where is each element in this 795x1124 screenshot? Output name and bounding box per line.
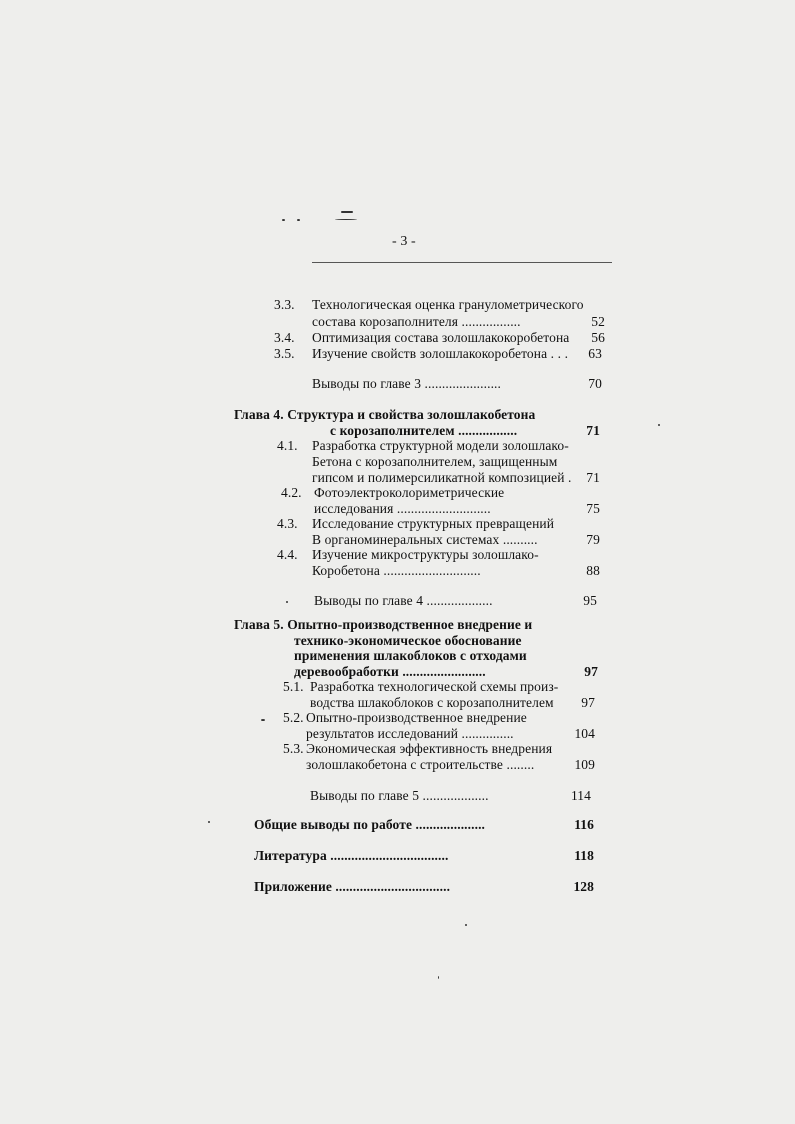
toc-page-number: 114 <box>570 788 591 803</box>
toc-page-number: 71 <box>586 470 600 485</box>
toc-entry-text: Исследование структурных превращений <box>312 516 555 531</box>
toc-entry-text: водства шлакоблоков с корозаполнителем <box>310 695 554 710</box>
toc-page-number: 116 <box>574 817 594 832</box>
header-rule <box>312 262 612 263</box>
toc-entry-text: Общие выводы по работе .................... <box>254 817 486 832</box>
toc-page-number: 104 <box>574 726 595 741</box>
chapter-heading: Глава 4. Структура и свойства золошлакобетона <box>234 407 536 422</box>
toc-entry-text: Литература .................................. <box>254 848 449 863</box>
toc-entry-text: Технологическая оценка гранулометрического <box>312 297 584 312</box>
toc-entry-text: Экономическая эффективность внедрения <box>306 741 553 756</box>
toc-page-number: 52 <box>591 314 605 329</box>
page-number: - 3 - <box>392 234 416 249</box>
toc-entry-text: Фотоэлектроколориметрические <box>314 485 505 500</box>
toc-entry-text: гипсом и полимерсиликатной композицией . <box>312 470 572 485</box>
section-number: 4.2. <box>281 485 302 500</box>
scan-speck <box>438 976 439 979</box>
scan-speck <box>282 219 285 221</box>
scan-speck <box>286 601 288 603</box>
toc-entry-text: Разработка технологической схемы произ- <box>310 679 559 694</box>
section-number: 4.3. <box>277 516 298 531</box>
toc-entry-text: Приложение ................................. <box>254 879 451 894</box>
toc-page-number: 128 <box>573 879 594 894</box>
scan-speck <box>208 821 210 823</box>
chapter-heading: технико-экономическое обоснование <box>294 633 522 648</box>
toc-page-number: 95 <box>583 593 597 608</box>
toc-page-number: 63 <box>588 346 602 361</box>
toc-entry-text: Выводы по главе 3 ...................... <box>312 376 501 391</box>
scan-speck <box>658 424 660 426</box>
scan-speck <box>297 219 300 221</box>
toc-entry-text: золошлакобетона с строительстве ........ <box>306 757 535 772</box>
section-number: 5.3. <box>283 741 304 756</box>
toc-entry-text: результатов исследований ............... <box>306 726 514 741</box>
scan-speck <box>465 924 467 926</box>
toc-page-number: 79 <box>586 532 600 547</box>
chapter-heading: применения шлакоблоков с отходами <box>294 648 527 663</box>
scan-speck <box>341 211 353 213</box>
toc-page-number: 88 <box>586 563 600 578</box>
toc-page-number: 70 <box>588 376 602 391</box>
toc-entry-text: Бетона с корозаполнителем, защищенным <box>312 454 558 469</box>
toc-entry-text: Коробетона ............................ <box>312 563 481 578</box>
toc-entry-text: Разработка структурной модели золошлако- <box>312 438 569 453</box>
section-number: 4.1. <box>277 438 298 453</box>
section-number: 3.5. <box>274 346 295 361</box>
chapter-heading: Глава 5. Опытно-производственное внедрение и <box>234 617 533 632</box>
toc-page-number: 75 <box>586 501 600 516</box>
toc-entry-text: исследования ........................... <box>314 501 491 516</box>
toc-entry-text: Выводы по главе 5 ................... <box>310 788 489 803</box>
toc-page-number: 56 <box>591 330 605 345</box>
chapter-heading: с корозаполнителем ................. <box>330 423 518 438</box>
toc-page-number: 71 <box>586 423 600 438</box>
toc-entry-text: Изучение свойств золошлакокоробетона . . . <box>312 346 569 361</box>
section-number: 5.1. <box>283 679 304 694</box>
scan-speck <box>261 719 265 721</box>
toc-entry-text: В органоминеральных системах .......... <box>312 532 538 547</box>
toc-entry-text: состава корозаполнителя ................. <box>312 314 521 329</box>
toc-page-number: 97 <box>581 695 595 710</box>
toc-entry-text: Изучение микроструктуры золошлако- <box>312 547 539 562</box>
section-number: 3.4. <box>274 330 295 345</box>
chapter-heading: деревообработки ........................ <box>294 664 486 679</box>
section-number: 3.3. <box>274 297 295 312</box>
section-number: 4.4. <box>277 547 298 562</box>
toc-entry-text: Выводы по главе 4 ................... <box>314 593 493 608</box>
toc-page-number: 109 <box>574 757 595 772</box>
toc-entry-text: Опытно-производственное внедрение <box>306 710 527 725</box>
scan-speck <box>335 219 357 220</box>
toc-entry-text: Оптимизация состава золошлакокоробетона <box>312 330 570 345</box>
toc-page-number: 118 <box>574 848 594 863</box>
section-number: 5.2. <box>283 710 304 725</box>
toc-page-number: 97 <box>584 664 598 679</box>
